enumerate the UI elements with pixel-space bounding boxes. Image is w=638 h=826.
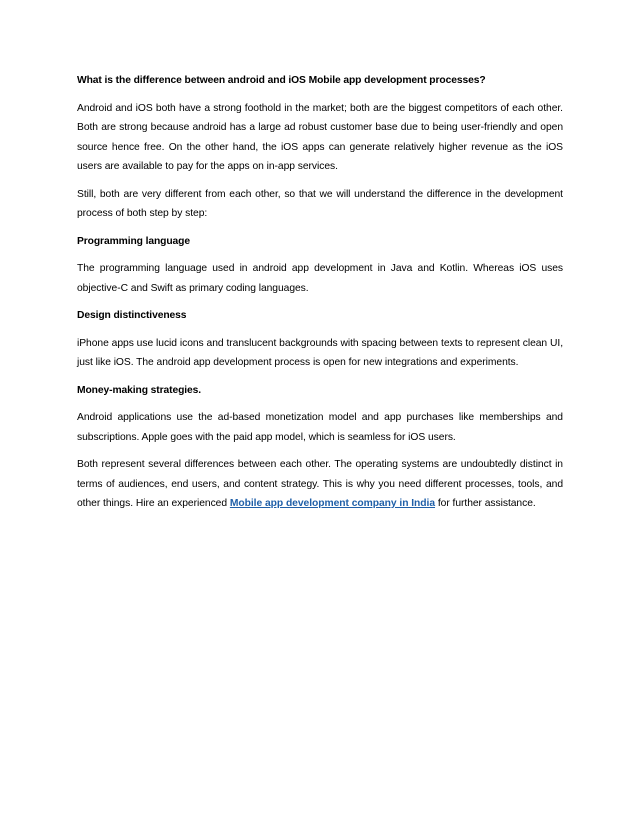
document-title: What is the difference between android and iOS Mobile app development processes? — [77, 75, 486, 86]
conclusion-text-after-link: for further assistance. — [435, 498, 536, 509]
conclusion-text-before-link: Both represent several differences between each other. The operating systems are undoubtedly distinct in terms of audiences, end users, and content strategy. This is why you need different processes, tools, and other things. Hire an experienced — [77, 459, 563, 509]
section-body-programming-language: The programming language used in android app development in Java and Kotlin. Whereas iOS uses objective-C and Swift as primary coding languages. — [77, 263, 563, 294]
mobile-app-development-company-link[interactable]: Mobile app development company in India — [229, 498, 436, 509]
intro-paragraph-1: Android and iOS both have a strong foothold in the market; both are the biggest competitors of each other. Both are strong because android has a large ad robust customer base due to being user-friendly and open source hence free. On the other hand, the iOS apps can generate relatively higher revenue as the iOS users are available to pay for the apps on in-app services. — [77, 102, 563, 172]
section-heading-programming-language: Programming language — [77, 235, 191, 247]
conclusion-paragraph — [77, 455, 563, 514]
document-page — [77, 71, 563, 522]
section-body-money-making-strategies: Android applications use the ad-based monetization model and app purchases like memberships and subscriptions. Apple goes with the paid app model, which is seamless for iOS users. — [77, 412, 563, 443]
intro-paragraph-2: Still, both are very different from each other, so that we will understand the difference in the development process of both step by step: — [77, 188, 563, 219]
section-heading-money-making-strategies: Money-making strategies. — [77, 384, 202, 396]
section-body-design-distinctiveness: iPhone apps use lucid icons and translucent backgrounds with spacing between texts to represent clean UI, just like iOS. The android app development process is open for new integrations and experiments. — [77, 337, 563, 368]
section-heading-design-distinctiveness: Design distinctiveness — [77, 310, 187, 321]
